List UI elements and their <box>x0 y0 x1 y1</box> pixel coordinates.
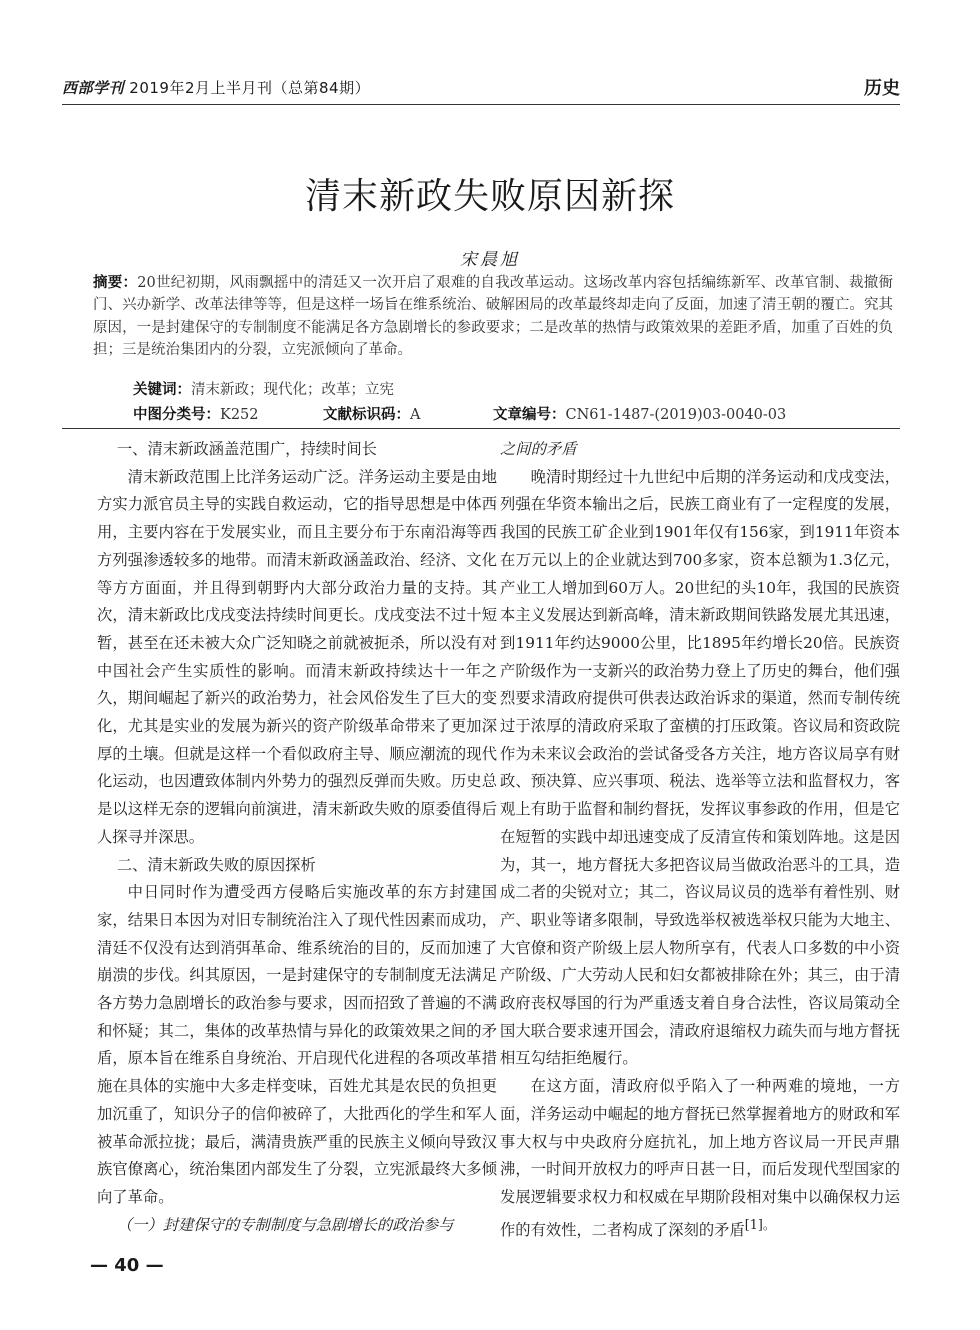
keywords-text: 清末新政；现代化；改革；立宪 <box>191 382 394 398</box>
document-code <box>323 403 420 424</box>
author-name: 宋晨旭 <box>460 250 520 270</box>
citation-ref: [1]。 <box>744 1217 776 1233</box>
keywords <box>133 378 394 399</box>
subsection-heading-continued: 之间的矛盾 <box>500 440 577 458</box>
running-header <box>62 74 900 100</box>
meta-rule <box>62 428 900 429</box>
paragraph: 清末新政范围上比洋务运动广泛。洋务运动主要是由地方实力派官员主导的实践自救运动，它的指导思想是中体西用，主要内容在于发展实业，而且主要分布于东南沿海等西方列强渗透较多的地带。而清末新政涵盖政治、经济、文化等方方面面，并且得到朝野内大部分政治力量的支持。其次，清末新政比戊戌变法持续时间更长。戊戌变法不过十短暂，甚至在还未被大众广泛知晓之前就被扼杀，所以没有对中国社会产生实质性的影响。而清末新政持续达十一年之久，期间崛起了新兴的政治势力，社会风俗发生了巨大的变化，尤其是实业的发展为新兴的资产阶级革命带来了更加深厚的土壤。但就是这样一个看似政府主导、顺应潮流的现代化运动，也因遭致体制内外势力的强烈反弹而失败。历史总是以这样无奈的逻辑向前演进，清末新政失败的原委值得后人探寻并深思。 <box>97 467 497 846</box>
right-column <box>500 436 900 1244</box>
paragraph-text: 在这方面，清政府似乎陷入了一种两难的境地，一方面，洋务运动中崛起的地方督抚已然掌握着地方的财政和军事大权与中央政府分庭抗礼，加上地方咨议局一开民声鼎沸，一时间开放权力的呼声日甚一日，而后发现代型国家的发展逻辑要求权力和权威在早期阶段相对集中以确保权力运作的有效性，二者构成了深刻的矛盾 <box>500 1077 900 1239</box>
article-title: 清末新政失败原因新探 <box>304 176 675 217</box>
left-column <box>97 436 497 1239</box>
section-heading-2: 二、清末新政失败的原因探析 <box>116 855 316 874</box>
article-no-label: 文章编号： <box>493 406 566 423</box>
paragraph <box>500 1073 900 1244</box>
clc-label: 中图分类号： <box>133 406 220 423</box>
article-no-value: CN61-1487-(2019)03-0040-03 <box>565 407 787 423</box>
issue-info: 2019年2月上半月刊（总第84期） <box>129 79 371 97</box>
keywords-label: 关键词： <box>133 381 191 398</box>
journal-name: 西部学刊 <box>62 79 125 97</box>
paragraph: 中日同时作为遭受西方侵略后实施改革的东方封建国家，结果日本因为对旧专制统治注入了现代性因素而成功，清廷不仅没有达到消弭革命、维系统治的目的，反而加速了崩溃的步伐。纠其原因，一是封建保守的专制制度无法满足各方势力急剧增长的政治参与要求，因而招致了普遍的不满和怀疑；其二，集体的改革热情与异化的政策效果之间的矛盾，原本旨在维系自身统治、开启现代化进程的各项改革措施在具体的实施中大多走样变味，百姓尤其是农民的负担更加沉重了，知识分子的信仰被碎了，大批西化的学生和军人被革命派拉拢；最后，满清贵族严重的民族主义倾向导致汉族官僚离心，统治集团内部发生了分裂，立宪派最终大多倾向了革命。 <box>97 883 497 1206</box>
section-heading-1: 一、清末新政涵盖范围广，持续时间长 <box>116 440 377 458</box>
abstract <box>93 272 893 362</box>
clc-value: K252 <box>220 407 259 423</box>
section-label: 历史 <box>864 78 900 99</box>
doc-value: A <box>410 407 421 423</box>
clc-number <box>133 403 259 424</box>
doc-label: 文献标识码： <box>323 406 410 423</box>
paragraph: 晚清时期经过十九世纪中后期的洋务运动和戊戌变法，列强在华资本输出之后，民族工商业有了一定程度的发展，我国的民族工矿企业到1901年仅有156家，到1911年资本在万元以上的企业就达到700多家，资本总额为1.3亿元，产业工人增加到60万人。20世纪的头10年，我国的民族资本主义发展达到新高峰，清末新政期间铁路发展尤其迅速，到1911年约达9000公里，比1895年约增长20倍。民族资产阶级作为一支新兴的政治势力登上了历史的舞台，他们强烈要求清政府提供可供表达政治诉求的渠道，然而专制传统过于浓厚的清政府采取了蛮横的打压政策。咨议局和资政院作为未来议会政治的尝试备受各方关注，地方咨议局享有财政、预决算、应兴事项、税法、选举等立法和监督权力，客观上有助于监督和制约督抚，发挥议事参政的作用，但是它在短暂的实践中却迅速变成了反清宣传和策划阵地。这是因为，其一，地方督抚大多把咨议局当做政治恶斗的工具，造成二者的尖锐对立；其二，咨议局议员的选举有着性别、财产、职业等诸多限制，导致选举权被选举权只能为大地主、大官僚和资产阶级上层人物所享有，代表人口多数的中小资产阶级、广大劳动人民和妇女都被排除在外；其三，由于清政府丧权辱国的行为严重透支着自身合法性，咨议局策动全国大联合要求速开国会，清政府退缩权力疏失而与地方督抚相互勾结拒绝履行。 <box>500 467 900 1068</box>
page-number: — 40 — <box>90 1255 164 1276</box>
abstract-text: 20世纪初期，风雨飘摇中的清廷又一次开启了艰难的自我改革运动。这场改革内容包括编练新军、改革官制、裁撤衙门、兴办新学、改革法律等等，但是这样一场旨在维系统治、破解困局的改革最终却走向了反面，加速了清王朝的覆亡。究其原因，一是封建保守的专制制度不能满足各方急剧增长的参政要求；二是改革的热情与政策效果的差距矛盾，加重了百姓的负担；三是统治集团内的分裂，立宪派倾向了革命。 <box>93 275 894 359</box>
abstract-label: 摘要： <box>93 274 138 291</box>
journal-info <box>62 77 370 98</box>
subsection-heading: （一）封建保守的专制制度与急剧增长的政治参与 <box>116 1215 454 1234</box>
article-number <box>493 403 786 424</box>
header-rule <box>62 104 900 105</box>
